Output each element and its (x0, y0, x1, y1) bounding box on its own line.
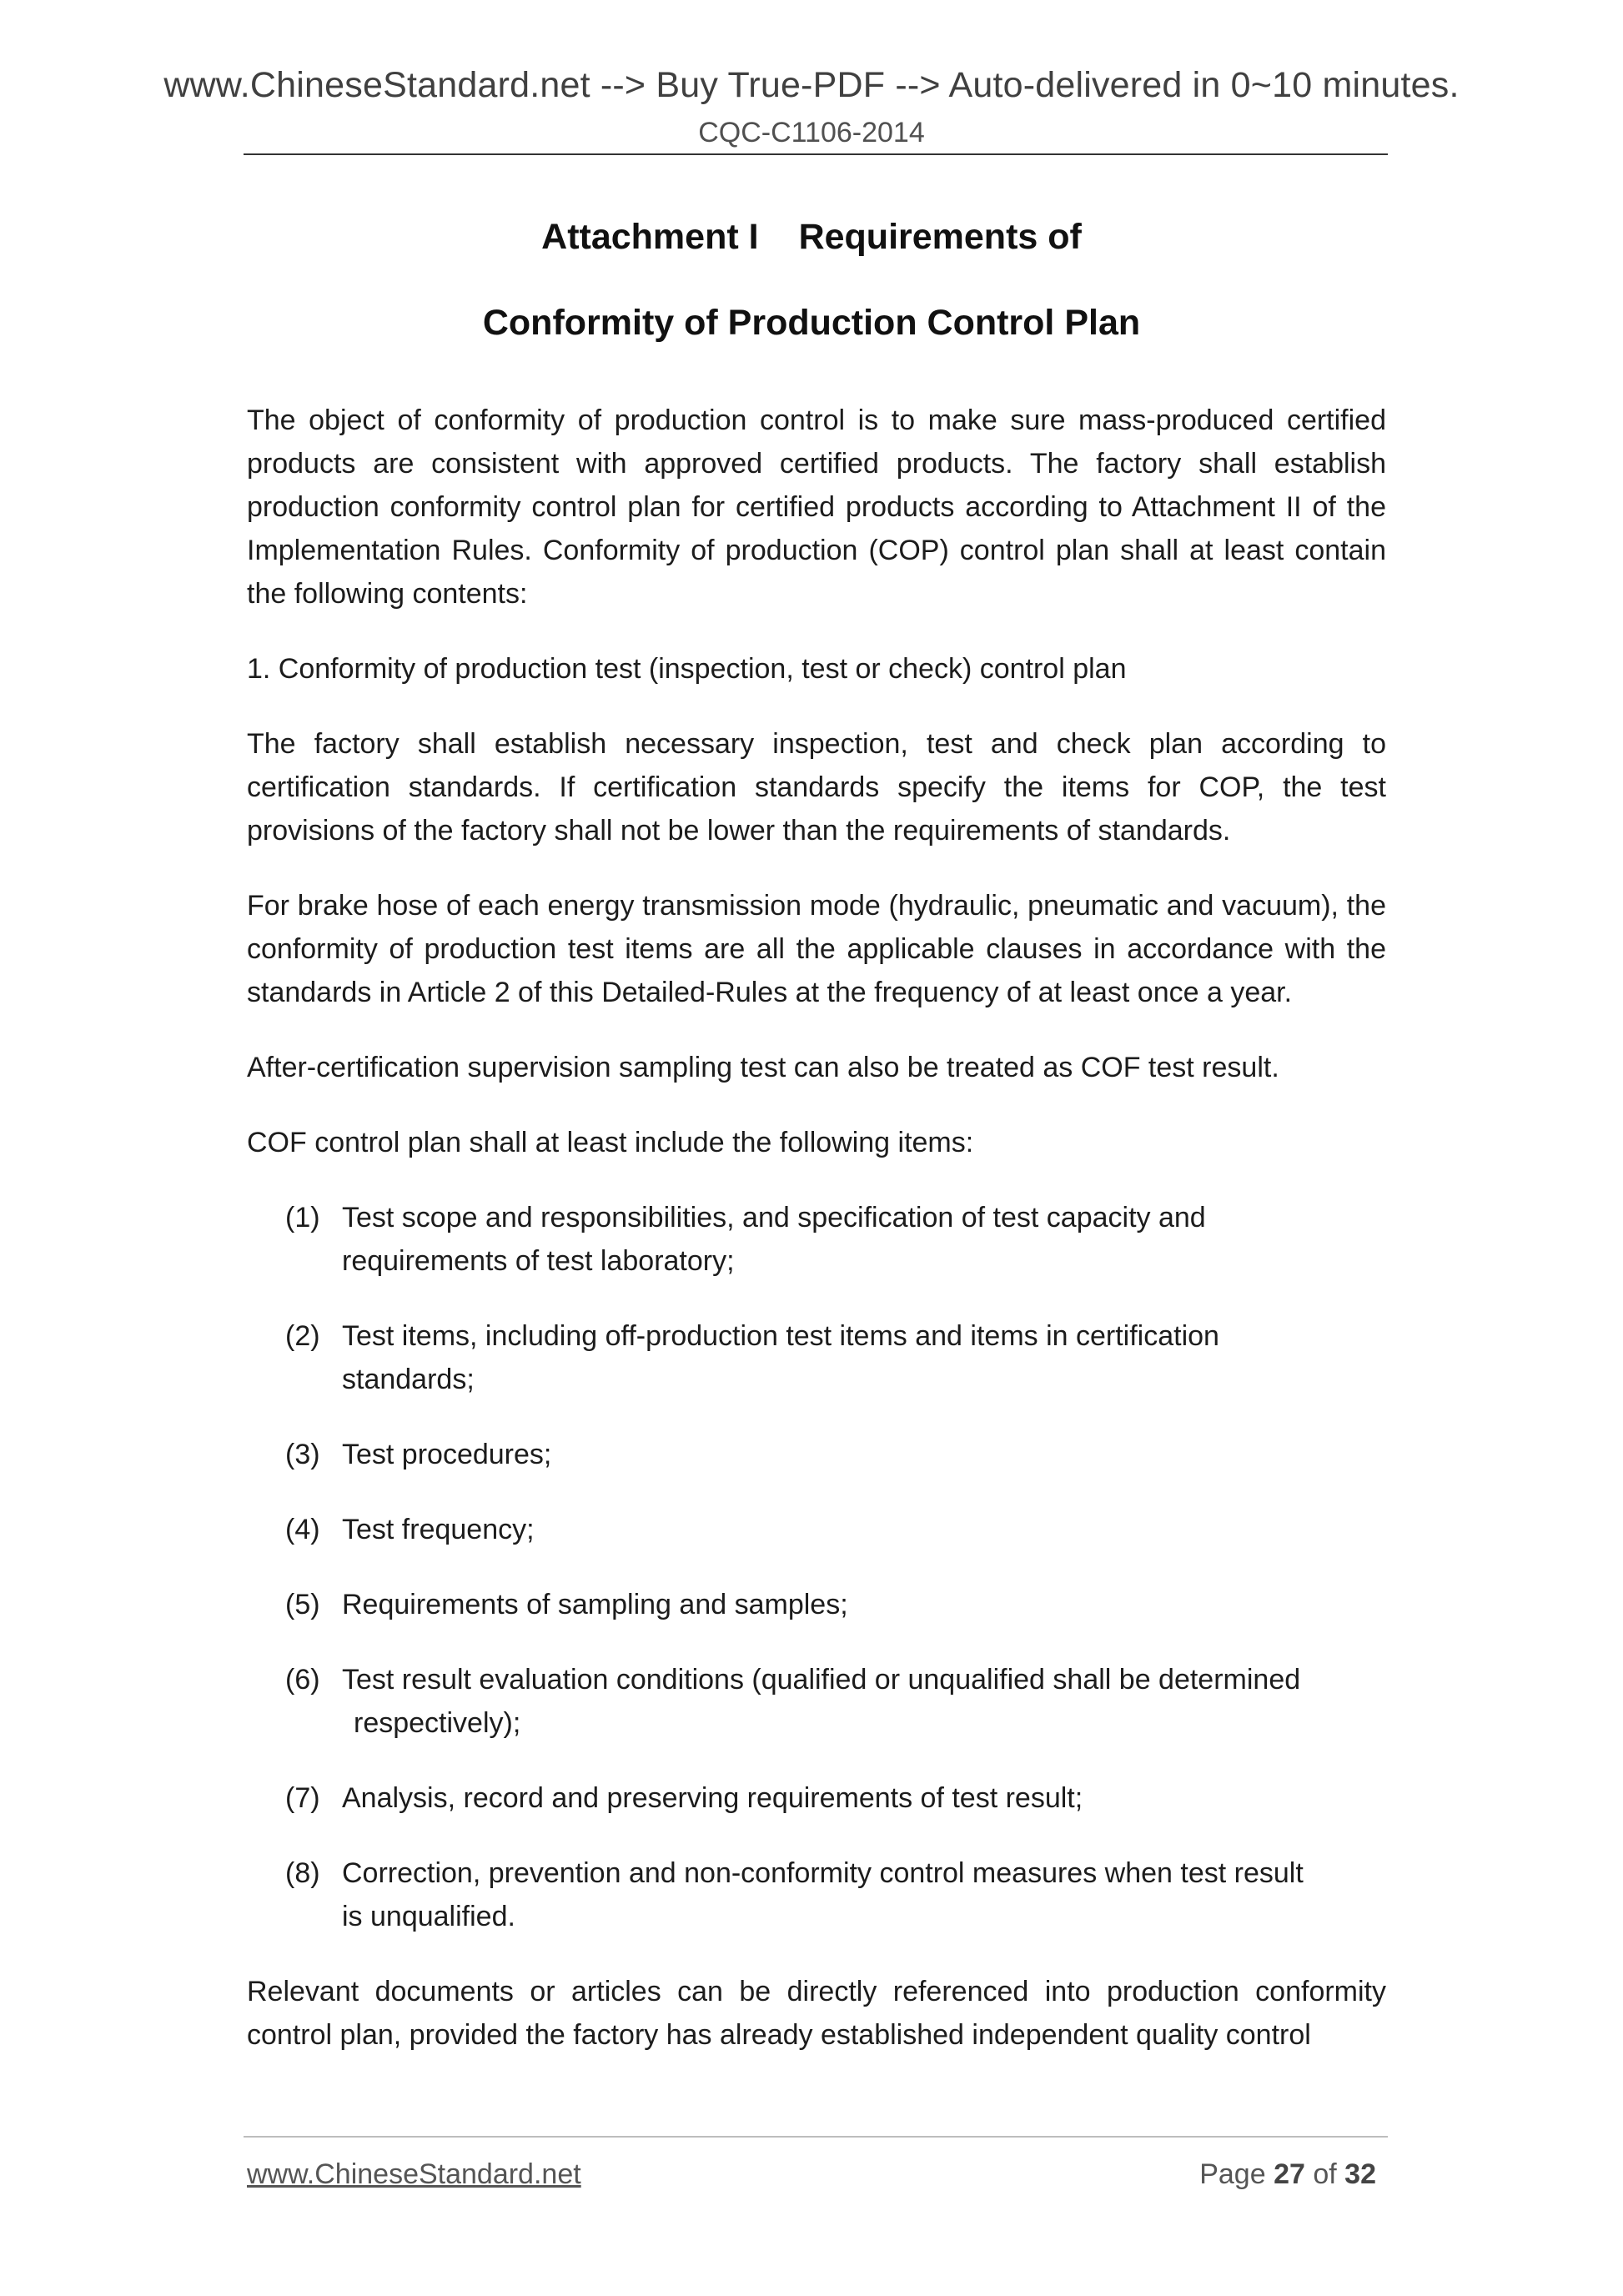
list-item-number: (8) (285, 1857, 320, 1889)
footer-divider (244, 2136, 1388, 2138)
list-item-number: (6) (285, 1664, 320, 1696)
list-item-number: (4) (285, 1514, 320, 1545)
header-banner: www.ChineseStandard.net --> Buy True-PDF --> Auto-delivered in 0~10 minutes. (163, 65, 1460, 105)
list-item-continuation: respectively); (354, 1707, 521, 1739)
attachment-title-label: Attachment I (541, 217, 759, 257)
list-item-text: Test result evaluation conditions (qualified or unqualified shall be determined (342, 1664, 1301, 1696)
attachment-title (0, 217, 1623, 258)
header-divider (244, 153, 1388, 155)
list-item (285, 1196, 1386, 1283)
list-item-text: Analysis, record and preserving requirements of test result; (342, 1782, 1083, 1814)
attachment-title-heading: Requirements of (798, 217, 1082, 257)
document-code: CQC-C1106-2014 (698, 117, 925, 148)
list-item-continuation: is unqualified. (342, 1901, 515, 1932)
footer-website-link[interactable]: www.ChineseStandard.net (247, 2158, 581, 2190)
list-item-number: (7) (285, 1782, 320, 1814)
list-item-text: Test frequency; (342, 1514, 535, 1545)
list-item-number: (5) (285, 1589, 320, 1620)
list-item-text: Requirements of sampling and samples; (342, 1589, 848, 1620)
list-item-text: Test scope and responsibilities, and specification of test capacity and (342, 1202, 1206, 1233)
list-item (285, 1658, 1386, 1745)
attachment-subtitle: Conformity of Production Control Plan (482, 303, 1141, 343)
section-heading: 1. Conformity of production test (inspection, test or check) control plan (247, 653, 1127, 685)
document-body (247, 399, 1386, 2088)
page-of: of (1313, 2158, 1337, 2190)
list-item-text: Test items, including off-production test items and items in certification (342, 1320, 1219, 1352)
list-item (285, 1433, 1386, 1476)
page-current: 27 (1274, 2158, 1305, 2190)
list-item (285, 1314, 1386, 1401)
intro-paragraph: The object of conformity of production control is to make sure mass-produced certified products are consistent with approved certified products. The factory shall establish production conformity control plan for certified products according to Attachment II of the Implementation Rules. Conformity of production (COP) control plan shall at least contain the following contents: (247, 404, 1386, 610)
cof-plan-paragraph: COF control plan shall at least include the following items: (247, 1127, 974, 1158)
after-certification-paragraph: After-certification supervision sampling test can also be treated as COF test result. (247, 1052, 1279, 1083)
establish-paragraph: The factory shall establish necessary inspection, test and check plan according to certification standards. If certification standards specify the items for COP, the test provisions of the factory shall not be lower than the requirements of standards. (247, 728, 1386, 847)
list-item-continuation: requirements of test laboratory; (342, 1245, 735, 1277)
list-item-number: (1) (285, 1202, 320, 1233)
page-total: 32 (1344, 2158, 1376, 2190)
list-item (285, 1583, 1386, 1626)
list-item (285, 1508, 1386, 1551)
relevant-documents-paragraph: Relevant documents or articles can be directly referenced into production conformity control plan, provided the factory has already established independent quality control (247, 1976, 1386, 2051)
list-item-continuation: standards; (342, 1364, 475, 1395)
brake-hose-paragraph: For brake hose of each energy transmission mode (hydraulic, pneumatic and vacuum), the conformity of production test items are all the applicable clauses in accordance with the standards in Article 2 of this Detailed-Rules at the frequency of at least once a year. (247, 890, 1386, 1008)
list-item-text: Test procedures; (342, 1439, 552, 1470)
list-item-number: (3) (285, 1439, 320, 1470)
list-item-text: Correction, prevention and non-conformity control measures when test result (342, 1857, 1304, 1889)
list-item-number: (2) (285, 1320, 320, 1352)
list-item (285, 1851, 1386, 1938)
list-item (285, 1776, 1386, 1820)
page-label: Page (1199, 2158, 1266, 2190)
page-indicator (1199, 2158, 1376, 2191)
